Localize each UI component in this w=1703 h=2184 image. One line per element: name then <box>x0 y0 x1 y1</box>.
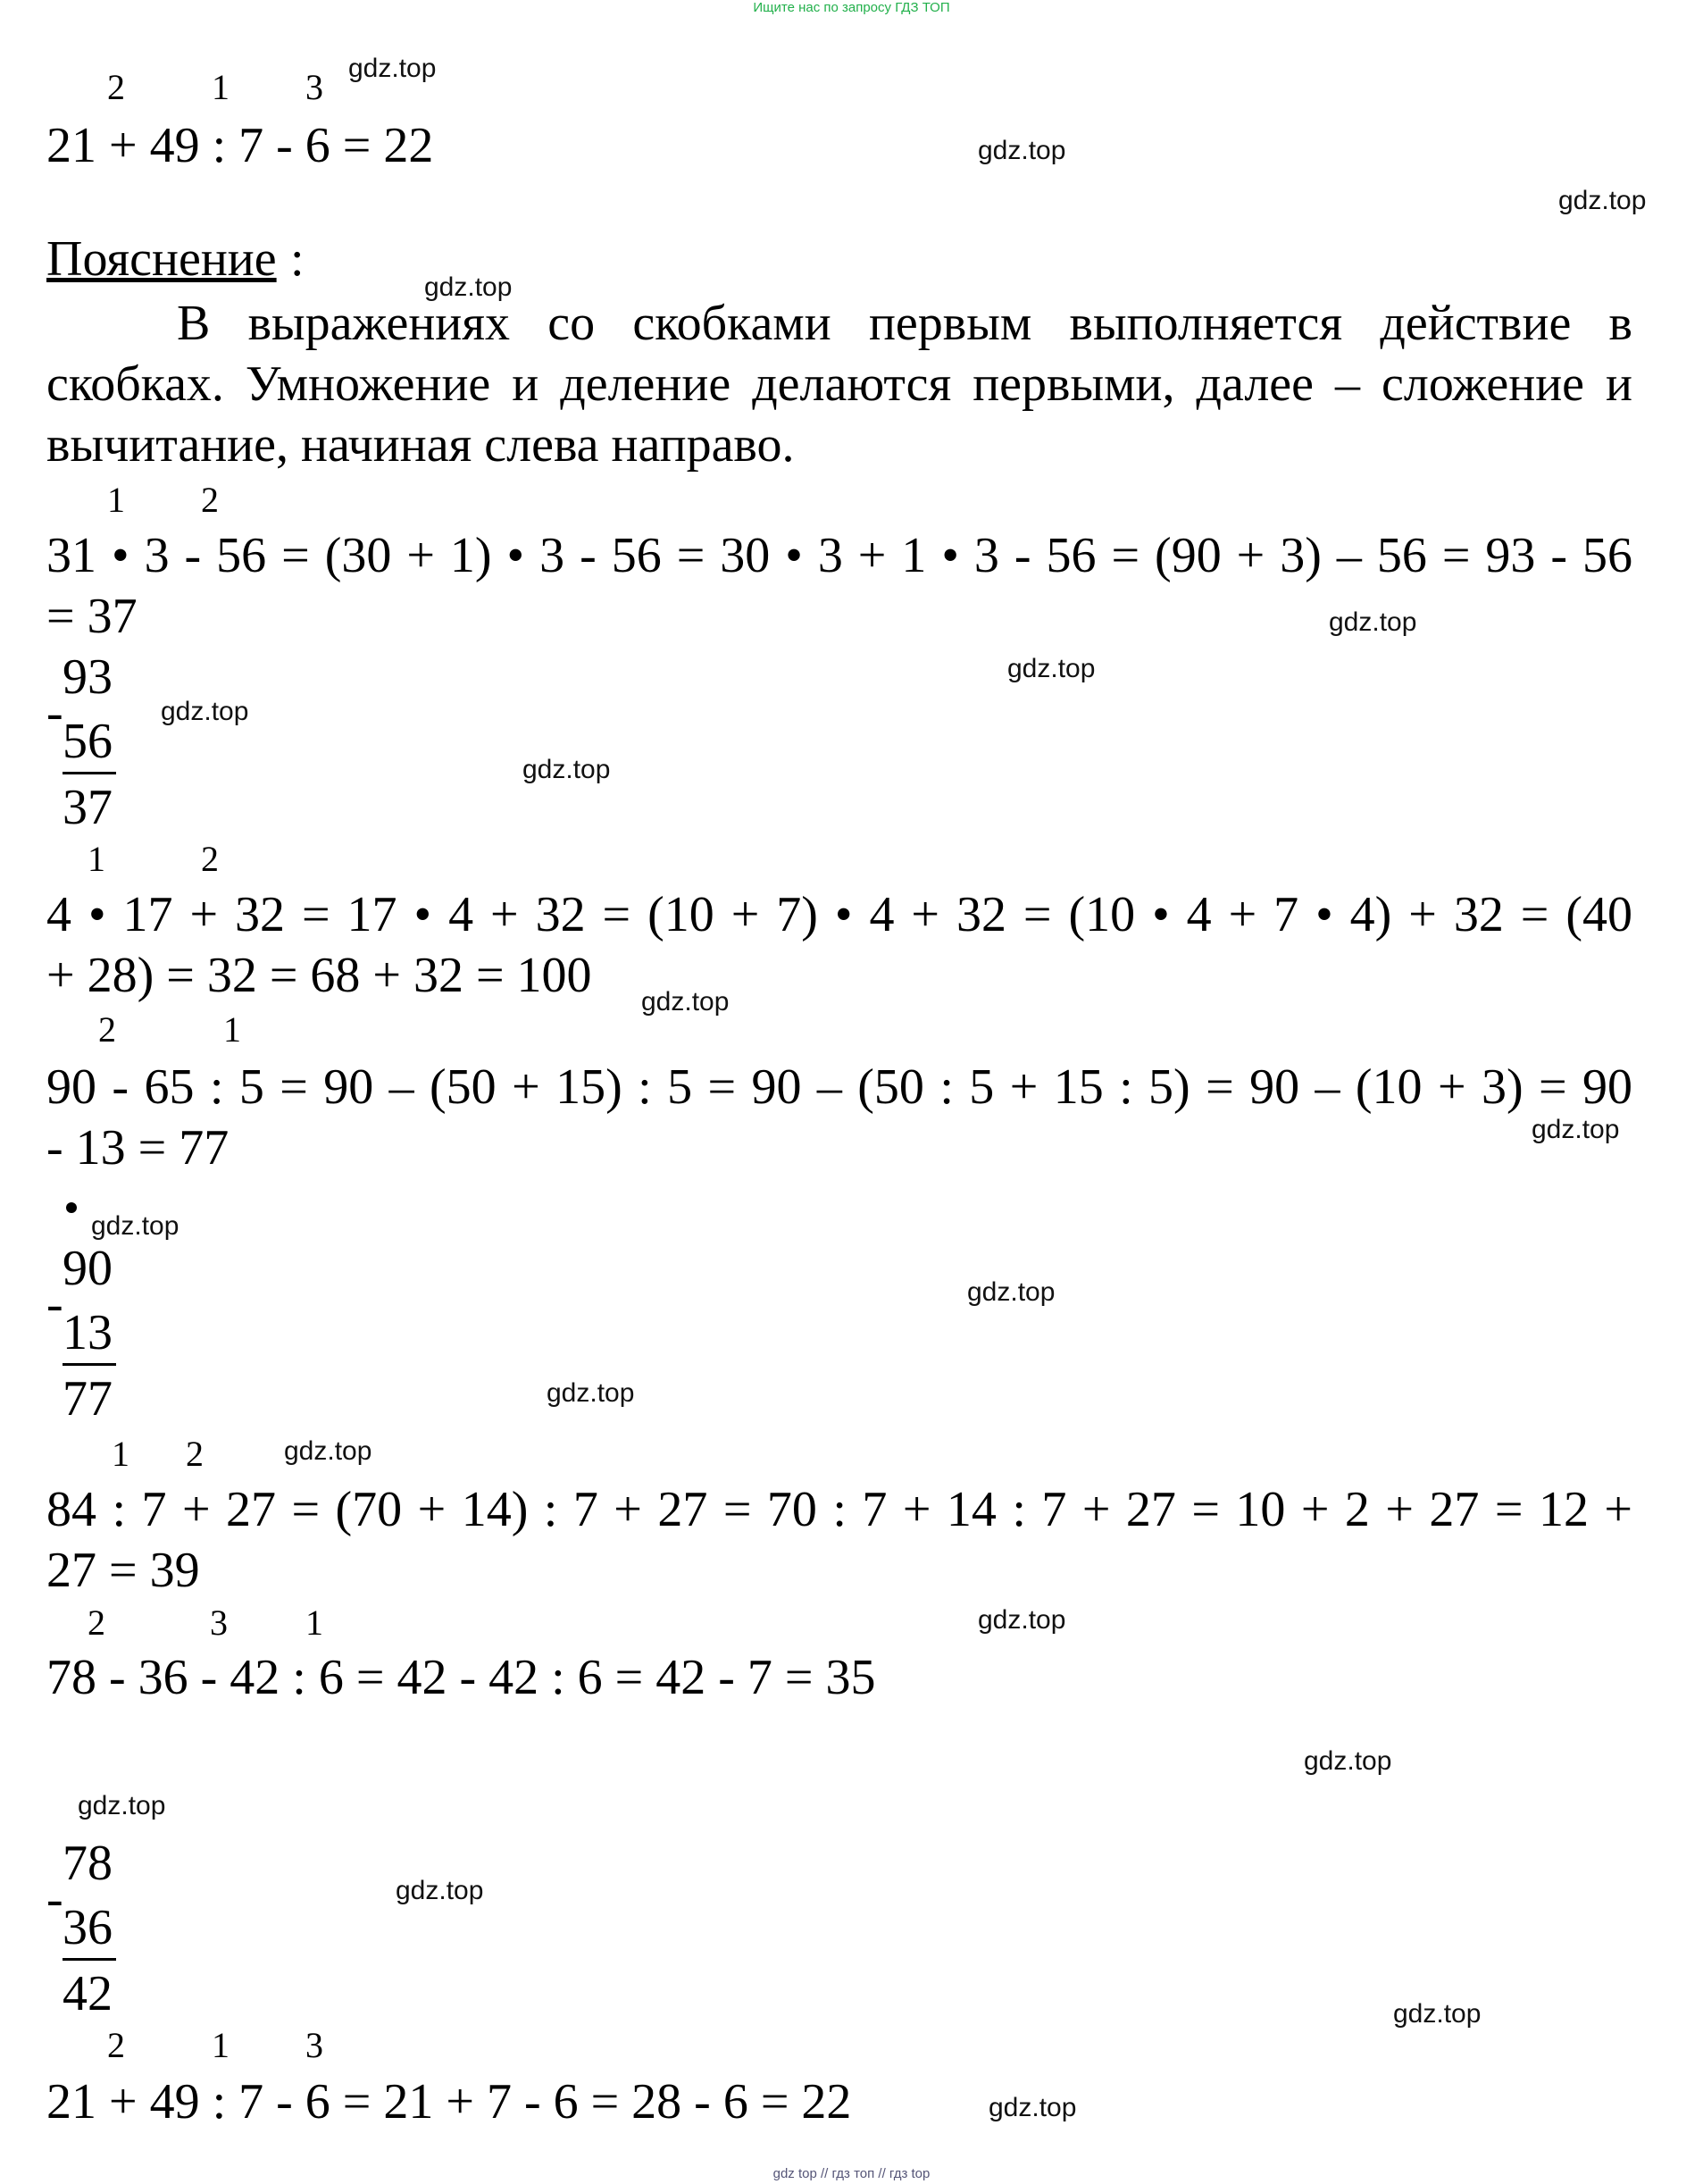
watermark: gdz.top <box>1007 654 1096 683</box>
search-banner-link[interactable]: Ищите нас по запросу ГДЗ ТОП <box>753 0 950 15</box>
expression-line: 21 + 49 : 7 - 6 = 21 + 7 - 6 = 28 - 6 = 22 <box>46 2074 852 2130</box>
order-mark: 1 <box>212 2025 230 2065</box>
minuend: 78 <box>63 1836 113 1891</box>
watermark: gdz.top <box>641 987 730 1017</box>
heading-colon: : <box>290 231 305 287</box>
expression-line: + 28) = 32 = 68 + 32 = 100 <box>46 948 592 1003</box>
difference: 42 <box>63 1966 113 2021</box>
minus-sign: - <box>46 685 63 741</box>
order-mark: 2 <box>107 2025 125 2065</box>
order-mark: 3 <box>305 67 323 107</box>
order-mark: 1 <box>107 480 125 520</box>
order-mark: 2 <box>98 1009 116 1050</box>
watermark: gdz.top <box>348 54 437 83</box>
order-mark: 1 <box>305 1602 323 1643</box>
watermark: gdz.top <box>1304 1746 1392 1776</box>
minus-sign: - <box>46 1871 63 1927</box>
paragraph-line: В выражениях со скобками первым выполняется действие в <box>177 296 1632 351</box>
paragraph-line: скобках. Умножение и деление делаются первыми, далее – сложение и <box>46 356 1632 412</box>
watermark: gdz.top <box>284 1436 372 1466</box>
watermark: gdz.top <box>1532 1115 1620 1144</box>
watermark: gdz.top <box>989 2093 1077 2122</box>
column-rule <box>63 772 116 774</box>
watermark: gdz.top <box>91 1211 179 1241</box>
expression-line: 78 - 36 - 42 : 6 = 42 - 42 : 6 = 42 - 7 = 35 <box>46 1650 876 1705</box>
expression-line: = 37 <box>46 589 138 644</box>
watermark: gdz.top <box>1393 1999 1482 2029</box>
watermark: gdz.top <box>78 1791 166 1820</box>
subtrahend: 13 <box>63 1305 113 1360</box>
expression-line: 90 - 65 : 5 = 90 – (50 + 15) : 5 = 90 – (50 : 5 + 15 : 5) = 90 – (10 + 3) = 90 <box>46 1059 1632 1115</box>
expression-line: 84 : 7 + 27 = (70 + 14) : 7 + 27 = 70 : 7 + 14 : 7 + 27 = 10 + 2 + 27 = 12 + <box>46 1482 1632 1537</box>
column-rule <box>63 1363 116 1366</box>
difference: 77 <box>63 1371 113 1427</box>
order-mark: 2 <box>201 480 219 520</box>
expression-text: 21 + 49 : 7 - 6 = 22 <box>46 118 434 173</box>
paragraph-line: вычитание, начиная слева направо. <box>46 417 795 473</box>
expression-line: - 13 = 77 <box>46 1120 230 1176</box>
column-rule <box>63 1958 116 1961</box>
order-mark: 2 <box>107 67 125 107</box>
expression-line: 4 • 17 + 32 = 17 • 4 + 32 = (10 + 7) • 4 + 32 = (10 • 4 + 7 • 4) + 32 = (40 <box>46 887 1632 942</box>
order-mark: 1 <box>112 1434 129 1474</box>
order-mark: 2 <box>201 839 219 879</box>
watermark: gdz.top <box>1329 607 1417 637</box>
order-mark: 1 <box>212 67 230 107</box>
order-mark: 1 <box>223 1009 241 1050</box>
watermark: gdz.top <box>978 1605 1066 1635</box>
watermark: gdz.top <box>161 697 249 726</box>
expression-line: 27 = 39 <box>46 1543 200 1598</box>
footer-links[interactable]: gdz top // гдз топ // гдз top <box>772 2166 931 2181</box>
order-mark: 1 <box>88 839 105 879</box>
bullet-dot <box>66 1202 77 1213</box>
minuend: 90 <box>63 1241 113 1296</box>
watermark: gdz.top <box>547 1378 635 1408</box>
order-mark: 2 <box>186 1434 204 1474</box>
minus-sign: - <box>46 1276 63 1332</box>
watermark: gdz.top <box>522 755 611 784</box>
difference: 37 <box>63 780 113 835</box>
order-mark: 2 <box>88 1602 105 1643</box>
order-mark: 3 <box>305 2025 323 2065</box>
order-mark: 3 <box>210 1602 228 1643</box>
subtrahend: 36 <box>63 1900 113 1955</box>
expression-line: 31 • 3 - 56 = (30 + 1) • 3 - 56 = 30 • 3 + 1 • 3 - 56 = (90 + 3) – 56 = 93 - 56 <box>46 528 1632 583</box>
explanation-heading: Пояснение <box>46 231 277 287</box>
watermark: gdz.top <box>396 1876 484 1905</box>
watermark: gdz.top <box>967 1277 1056 1307</box>
subtrahend: 56 <box>63 714 113 769</box>
minuend: 93 <box>63 649 113 705</box>
watermark: gdz.top <box>1558 186 1647 215</box>
watermark: gdz.top <box>978 136 1066 165</box>
watermark: gdz.top <box>424 272 513 302</box>
